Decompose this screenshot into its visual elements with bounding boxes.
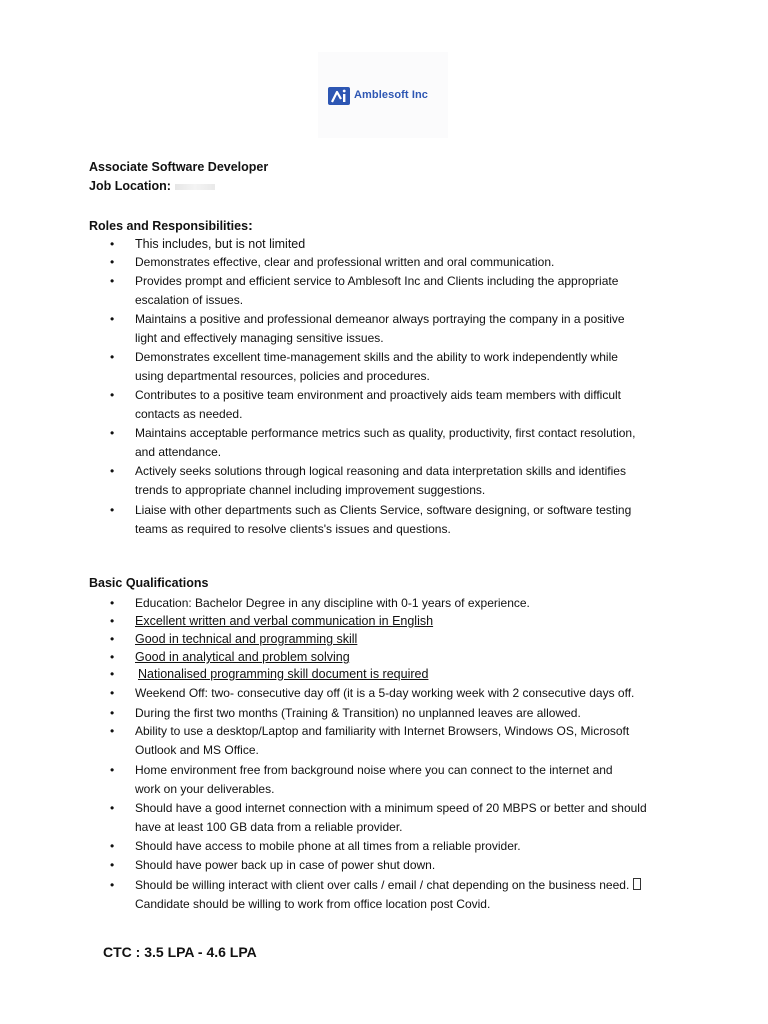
ctc-range: CTC : 3.5 LPA - 4.6 LPA	[103, 944, 257, 960]
bullet: •	[110, 237, 115, 251]
bullet: •	[110, 596, 115, 610]
list-item: Good in analytical and problem solving	[135, 650, 350, 664]
list-item: Weekend Off: two- consecutive day off (it is a 5-day working week with 2 consecutive days off.	[135, 686, 635, 700]
list-item-continued: work on your deliverables.	[135, 782, 275, 796]
bullet: •	[110, 706, 115, 720]
amblesoft-logo-icon	[328, 87, 350, 105]
list-item-continued: and attendance.	[135, 445, 222, 459]
list-item: Should have power back up in case of power shut down.	[135, 858, 436, 872]
list-item: Nationalised programming skill document is required	[138, 667, 429, 681]
list-item-continued: teams as required to resolve clients's issues and questions.	[135, 522, 451, 536]
bullet: •	[110, 650, 115, 664]
list-item-continued: light and effectively managing sensitive issues.	[135, 331, 384, 345]
list-item-continued: have at least 100 GB data from a reliable provider.	[135, 820, 403, 834]
bullet: •	[110, 878, 115, 892]
bullet: •	[110, 255, 115, 269]
bullet: •	[110, 724, 115, 738]
bullet: •	[110, 667, 115, 681]
roles-heading-colon: :	[248, 217, 253, 233]
list-item: Demonstrates effective, clear and professional written and oral communication.	[135, 255, 555, 269]
list-item: Actively seeks solutions through logical reasoning and data interpretation skills and identifies	[135, 464, 626, 478]
bullet: •	[110, 801, 115, 815]
roles-heading	[89, 217, 253, 233]
bullet: •	[110, 274, 115, 288]
list-item: Home environment free from background noise where you can connect to the internet and	[135, 763, 613, 777]
missing-glyph-icon	[633, 878, 641, 890]
list-item: During the first two months (Training & Transition) no unplanned leaves are allowed.	[135, 706, 581, 720]
qualifications-heading: Basic Qualifications	[89, 576, 209, 590]
list-item: Should have access to mobile phone at all times from a reliable provider.	[135, 839, 521, 853]
list-item: Liaise with other departments such as Clients Service, software designing, or software testing	[135, 503, 632, 517]
list-item: Good in technical and programming skill	[135, 632, 358, 646]
list-item-continued: Outlook and MS Office.	[135, 743, 259, 757]
list-item: Ability to use a desktop/Laptop and familiarity with Internet Browsers, Windows OS, Microsoft	[135, 724, 630, 738]
list-item: Provides prompt and efficient service to Amblesoft Inc and Clients including the appropriate	[135, 274, 619, 288]
list-item-continued: using departmental resources, policies and procedures.	[135, 369, 430, 383]
bullet: •	[110, 614, 115, 628]
list-item-continued: contacts as needed.	[135, 407, 243, 421]
job-location	[89, 179, 215, 193]
bullet: •	[110, 686, 115, 700]
bullet: •	[110, 312, 115, 326]
company-logo	[318, 52, 448, 138]
list-item: Demonstrates excellent time-management skills and the ability to work independently while	[135, 350, 618, 364]
list-item: This includes, but is not limited	[135, 237, 306, 251]
list-item: Maintains acceptable performance metrics such as quality, productivity, first contact resolution,	[135, 426, 636, 440]
bullet: •	[110, 858, 115, 872]
list-item: Contributes to a positive team environment and proactively aids team members with difficult	[135, 388, 622, 402]
list-item: Excellent written and verbal communication in English	[135, 614, 434, 628]
list-item-continued: Candidate should be willing to work from office location post Covid.	[135, 897, 491, 911]
list-item: Should have a good internet connection with a minimum speed of 20 MBPS or better and should	[135, 801, 647, 815]
logo-text: Amblesoft Inc	[354, 89, 429, 101]
redacted-location	[175, 184, 215, 190]
bullet: •	[110, 763, 115, 777]
list-item-continued: escalation of issues.	[135, 293, 244, 307]
roles-heading-text: Roles and Responsibilities	[89, 219, 249, 233]
bullet: •	[110, 426, 115, 440]
bullet: •	[110, 839, 115, 853]
bullet: •	[110, 464, 115, 478]
list-item: Maintains a positive and professional demeanor always portraying the company in a positive	[135, 312, 625, 326]
list-item-text: Should be willing interact with client over calls / email / chat depending on the business need.	[135, 878, 630, 892]
job-location-label: Job Location:	[89, 179, 171, 193]
list-item	[135, 876, 680, 895]
list-item-continued: trends to appropriate channel including improvement suggestions.	[135, 483, 486, 497]
bullet: •	[110, 388, 115, 402]
job-title: Associate Software Developer	[89, 160, 269, 174]
bullet: •	[110, 503, 115, 517]
bullet: •	[110, 632, 115, 646]
list-item: Education: Bachelor Degree in any discipline with 0-1 years of experience.	[135, 596, 530, 610]
bullet: •	[110, 350, 115, 364]
